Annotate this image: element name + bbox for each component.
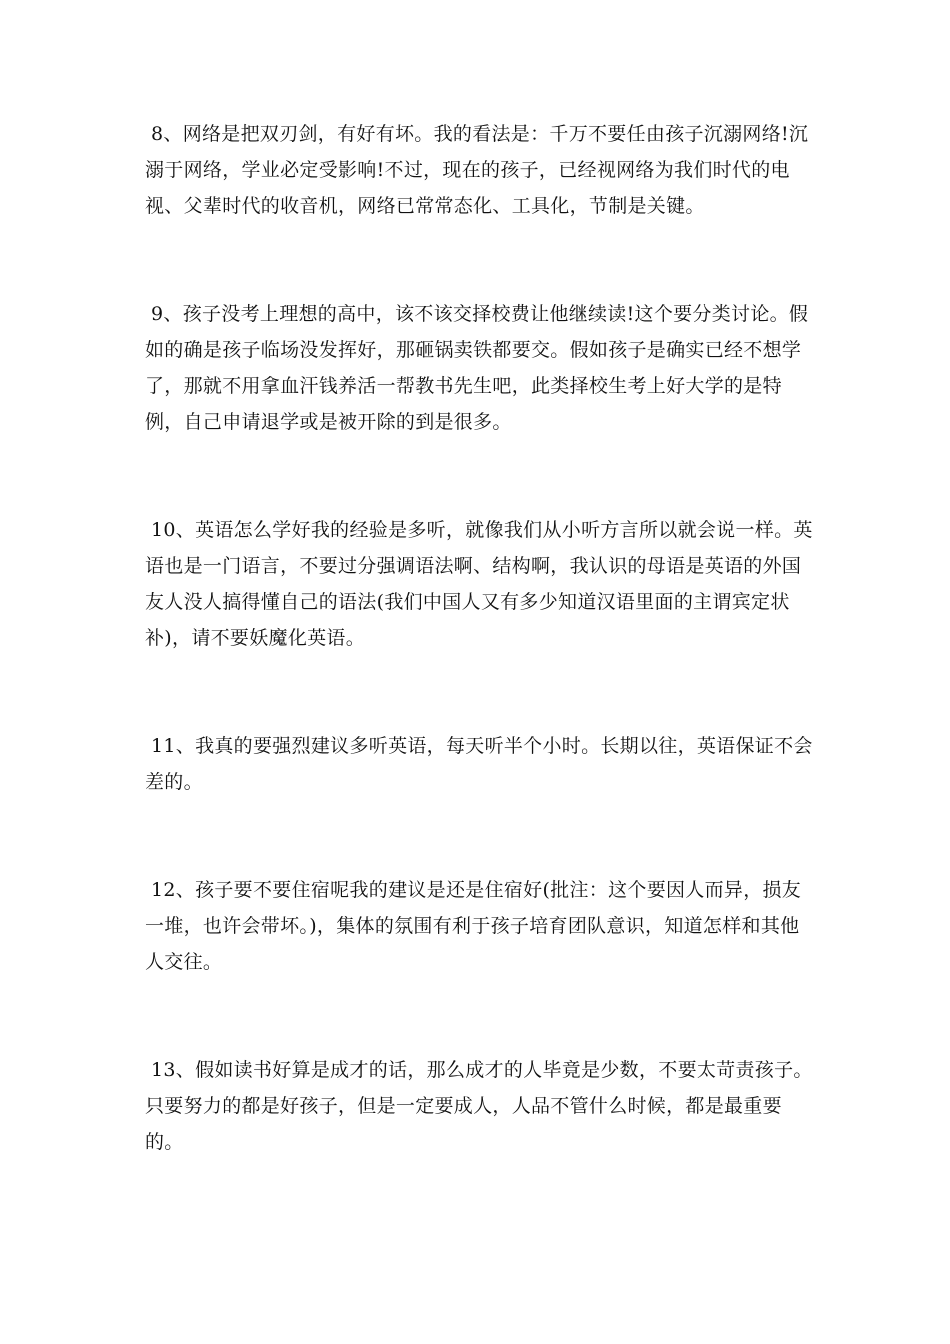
- paragraph-13: 13、假如读书好算是成才的话，那么成才的人毕竟是少数，不要太苛责孩子。只要努力的都是好孩子，但是一定要成人，人品不管什么时候，都是最重要的。: [145, 1059, 813, 1153]
- paragraph-8: 8、网络是把双刃剑，有好有坏。我的看法是：千万不要任由孩子沉溺网络!沉溺于网络，学业必定受影响!不过，现在的孩子，已经视网络为我们时代的电视、父辈时代的收音机，网络已常常态化、工具化，节制是关键。: [145, 123, 809, 217]
- paragraph-11: 11、我真的要强烈建议多听英语，每天听半个小时。长期以往，英语保证不会差的。: [145, 735, 813, 793]
- paragraph-12: 12、孩子要不要住宿呢我的建议是还是住宿好(批注：这个要因人而异，损友一堆，也许会带坏。)，集体的氛围有利于孩子培育团队意识，知道怎样和其他人交往。: [145, 879, 802, 973]
- paragraph-10: 10、英语怎么学好我的经验是多听，就像我们从小听方言所以就会说一样。英语也是一门语言，不要过分强调语法啊、结构啊，我认识的母语是英语的外国友人没人搞得懂自己的语法(我们中国人又有多少知道汉语里面的主谓宾定状补)，请不要妖魔化英语。: [145, 519, 813, 649]
- paragraph-9: 9、孩子没考上理想的高中，该不该交择校费让他继续读!这个要分类讨论。假如的确是孩子临场没发挥好，那砸锅卖铁都要交。假如孩子是确实已经不想学了，那就不用拿血汗钱养活一帮教书先生吧，此类择校生考上好大学的是特例，自己申请退学或是被开除的到是很多。: [145, 303, 809, 433]
